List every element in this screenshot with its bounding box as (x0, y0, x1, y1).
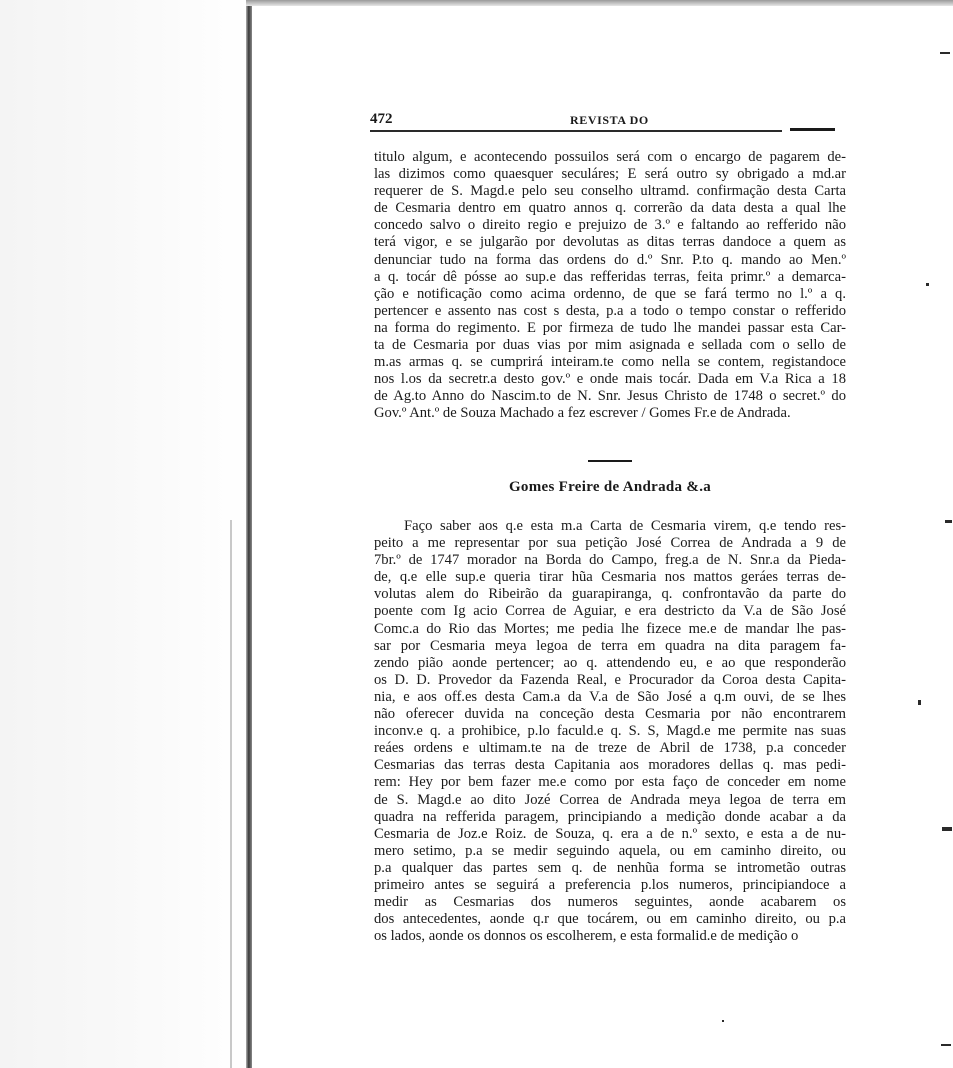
section-divider (588, 460, 632, 462)
text-line: rem: Hey por bem fazer me.e como por esta faço de conceder em nome (374, 774, 846, 791)
text-line: dos antecedentes, aonde q.r que tocárem, ou em caminho direito, ou p.a (374, 911, 846, 928)
running-header (370, 111, 840, 133)
header-rule-right (790, 128, 835, 131)
scan-top-edge (246, 0, 953, 6)
section-heading: Gomes Freire de Andrada &.a (508, 479, 712, 495)
text-line: poente com Ig acio Correa de Aguiar, e era destricto da V.a de São José (374, 603, 846, 620)
text-line: reáes ordens e ultimam.te na de treze de Abril de 1738, p.a conceder (374, 740, 846, 757)
paragraph-2 (374, 518, 846, 945)
page-gutter (0, 0, 252, 1068)
text-line: sar por Cesmaria meya legoa de terra em quadra na dita paragem fa- (374, 637, 846, 654)
text-line: m.as armas q. se cumprirá inteiram.te como nella se contem, registandoce (374, 354, 846, 371)
text-line: Comc.a do Rio das Mortes; me pedia lhe fizece me.e de mandar lhe pas- (374, 620, 846, 637)
scan-speck (926, 283, 929, 286)
text-line: Faço saber aos q.e esta m.a Carta de Cesmaria virem, q.e tendo res- (404, 518, 846, 534)
text-line: a q. tocár dê pósse ao sup.e das refferidas terras, feita primr.º a demarca- (374, 268, 846, 285)
text-line: não oferecer duvida na conceção desta Cesmaria por não encontrarem (374, 706, 846, 723)
text-line: de Cesmaria dentro em quatro annos q. correrão da data desta a qual lhe (374, 200, 846, 217)
text-line: na forma do regimento. E por firmeza de tudo lhe mandei passar esta Car- (374, 319, 846, 336)
scan-speck (945, 520, 952, 523)
text-line: os D. D. Provedor da Fazenda Real, e Procurador da Coroa desta Capita- (374, 671, 846, 688)
text-line: titulo algum, e acontecendo possuilos será com o encargo de pagarem de- (374, 149, 846, 165)
scan-speck (722, 1020, 724, 1022)
text-line: zendo pião aonde pertencer; ao q. attendendo eu, e ao que responderão (374, 654, 846, 671)
text-line: nos l.os da secretr.a desto gov.º e onde mais tocár. Dada em V.a Rica a 18 (374, 371, 846, 388)
text-line: p.a qualquer das partes sem q. de nenhũa forma se intrometão outras (374, 859, 846, 876)
text-line: pertencer e assento nas cost s desta, p.a a todo o tempo constar o refferido (374, 302, 846, 319)
running-title: REVISTA DO (570, 113, 649, 127)
text-line: nia, e aos off.es desta Cam.a da V.a de São José a q.m ouvi, de se lhes (374, 688, 846, 705)
text-line: ta de Cesmaria por duas vias por mim asignada e sellada com o sello de (374, 337, 846, 354)
binding-edge (246, 0, 252, 1068)
text-line: de Ag.to Anno do Nascim.to de N. Snr. Jesus Christo de 1748 o secret.º do (374, 388, 846, 405)
text-line: concedo salvo o direito regio e prejuizo de 3.º e faltando ao refferido não (374, 217, 846, 234)
paragraph-1 (374, 149, 846, 423)
text-line: terá vigor, e se julgarão por devolutas as ditas terras dandoce a quem as (374, 234, 846, 251)
text-line: de, q.e elle sup.e queria tirar hũa Cesmaria nos mattos geráes terras de- (374, 569, 846, 586)
text-line: de S. Magd.e ao dito Jozé Correa de Andrada meya legoa de terra em (374, 791, 846, 808)
text-line: medir as Cesmarias dos numeros seguintes, aonde acabarem os (374, 894, 846, 911)
scan-speck (942, 827, 952, 831)
text-line: volutas alem do Ribeirão da guarapiranga, q. confrontavão da parte do (374, 586, 846, 603)
text-line: inconv.e q. a prohibice, p.lo faculd.e q. S. S, Magd.e me permite nas suas (374, 723, 846, 740)
header-rule (370, 130, 782, 132)
scan-speck (940, 52, 950, 54)
binding-crease (230, 520, 232, 1068)
page-number: 472 (370, 111, 393, 127)
text-line: requerer de S. Magd.e pelo seu conselho ultramd. confirmação desta Carta (374, 183, 846, 200)
text-line: mero setimo, p.a se medir seguindo aquela, ou em caminho direito, ou (374, 842, 846, 859)
text-line: las dizimos como quaesquer seculáres; E será outro sy obrigado a md.ar (374, 166, 846, 183)
text-line: 7br.º de 1747 morador na Borda do Campo, freg.a de N. Snr.a da Pieda- (374, 552, 846, 569)
text-line: Cesmaria de Joz.e Roiz. de Souza, q. era a de n.º sexto, e esta a de nu- (374, 825, 846, 842)
text-line: Cesmarias das terras desta Capitania aos moradores dellas q. mas pedi- (374, 757, 846, 774)
text-line: quadra na refferida paragem, principiando a medição donde acabar a da (374, 808, 846, 825)
text-line: Gov.º Ant.º de Souza Machado a fez escrever / Gomes Fr.e de Andrada. (374, 405, 791, 422)
text-line: peito a me representar por sua petição José Correa de Andrada a 9 de (374, 535, 846, 552)
scan-speck (941, 1044, 951, 1046)
text-line: ção e notificação como acima ordenno, de que se fará termo no l.º a q. (374, 285, 846, 302)
text-line: denunciar tudo na forma das ordens do d.º Snr. P.to q. mando ao Men.º (374, 251, 846, 268)
scan-speck (918, 700, 921, 705)
text-line: primeiro antes se seguirá a preferencia p.los numeros, principiandoce a (374, 876, 846, 893)
text-line: os lados, aonde os donnos os escolherem, e esta formalid.e de medição o (374, 928, 799, 945)
